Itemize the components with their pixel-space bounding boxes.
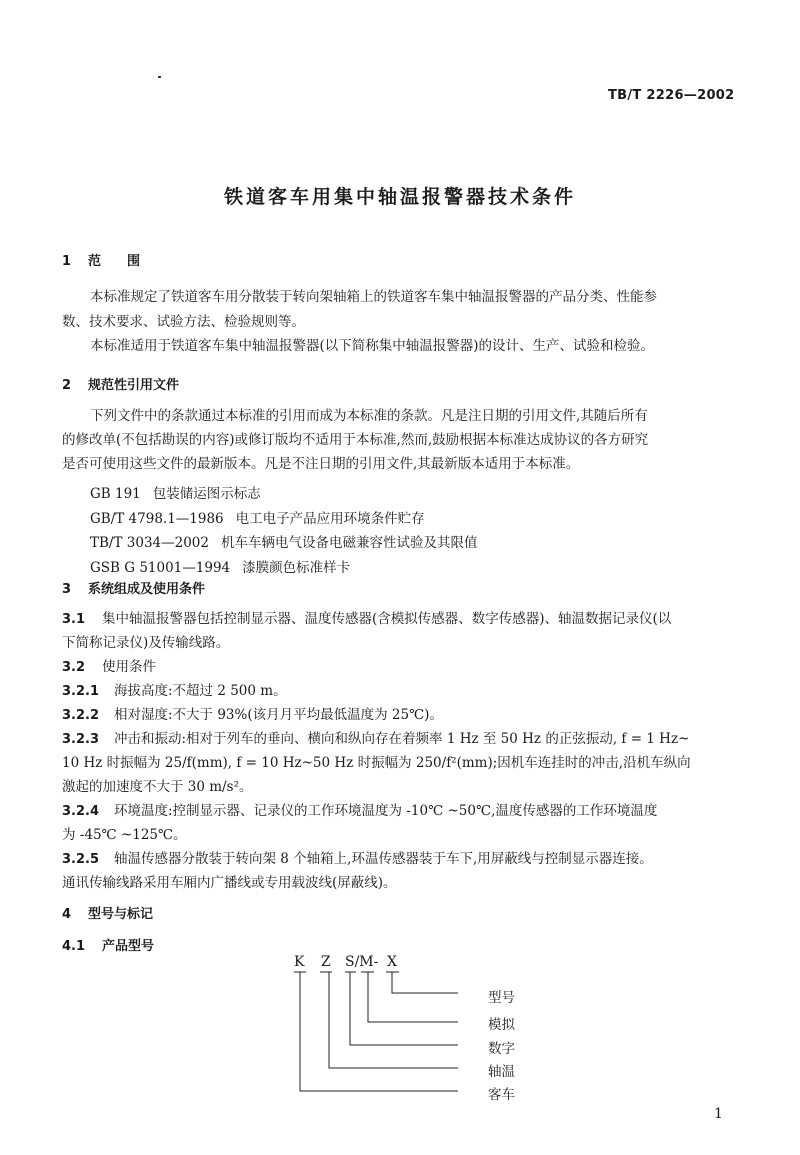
- paragraph: 的修改单(不包括勘误的内容)或修订版均不适用于本标准,然而,鼓励根据本标准达成协议的各方研究: [62, 432, 649, 448]
- diagram-label-model: 型号: [488, 990, 515, 1006]
- diagram-label-digital: 数字: [488, 1041, 515, 1057]
- section-2-heading: 2 规范性引用文件: [62, 378, 180, 393]
- scan-speck: [158, 76, 161, 78]
- clause-3-2: 3.2 使用条件: [62, 659, 156, 675]
- model-code-diagram: [290, 950, 550, 1103]
- diagram-label-analog: 模拟: [488, 1017, 515, 1033]
- document-title: 铁道客车用集中轴温报警器技术条件: [223, 186, 576, 208]
- clause-3-2-1: 3.2.1 海拔高度:不超过 2 500 m。: [62, 683, 287, 699]
- clause-3-1: 3.1 集中轴温报警器包括控制显示器、温度传感器(含模拟传感器、数字传感器)、轴温数据记录仪(以: [62, 611, 672, 627]
- clause-3-2-3: 3.2.3 冲击和振动:相对于列车的垂向、横向和纵向存在着频率 1 Hz 至 50 Hz 的正弦振动, f = 1 Hz~: [62, 731, 690, 747]
- diagram-label-passenger-car: 客车: [488, 1087, 515, 1103]
- clause-line: 10 Hz 时振幅为 25/f(mm), f = 10 Hz~50 Hz 时振幅为 250/f²(mm);因机车连挂时的冲击,沿机车纵向: [62, 755, 691, 771]
- paragraph: 下列文件中的条款通过本标准的引用而成为本标准的条款。凡是注日期的引用文件,其随后所有: [90, 408, 648, 424]
- reference-item: GB 191 包装储运图示标志: [90, 486, 261, 502]
- page-number: 1: [714, 1106, 723, 1122]
- clause-line: 通讯传输线路采用车厢内广播线或专用载波线(屏蔽线)。: [62, 875, 397, 891]
- model-letter-k: K: [294, 954, 305, 970]
- section-3-heading: 3 系统组成及使用条件: [62, 582, 206, 597]
- paragraph: 是否可使用这些文件的最新版本。凡是不注日期的引用文件,其最新版本适用于本标准。: [62, 456, 580, 472]
- reference-item: TB/T 3034—2002 机车车辆电气设备电磁兼容性试验及其限值: [90, 535, 478, 551]
- section-1-heading: 1 范 围: [62, 254, 141, 269]
- section-4-heading: 4 型号与标记: [62, 907, 154, 922]
- clause-3-2-4: 3.2.4 环境温度:控制显示器、记录仪的工作环境温度为 -10℃ ~50℃,温度传感器的工作环境温度: [62, 803, 658, 819]
- clause-4-1: 4.1 产品型号: [62, 939, 155, 954]
- clause-3-2-2: 3.2.2 相对湿度:不大于 93%(该月月平均最低温度为 25℃)。: [62, 707, 443, 723]
- clause-line: 为 -45℃ ~125℃。: [62, 827, 187, 843]
- reference-item: GSB G 51001—1994 漆膜颜色标准样卡: [90, 560, 351, 576]
- paragraph: 本标准规定了铁道客车用分散装于转向架轴箱上的铁道客车集中轴温报警器的产品分类、性能参: [90, 289, 657, 305]
- model-letter-x: X: [387, 954, 397, 970]
- reference-item: GB/T 4798.1—1986 电工电子产品应用环境条件贮存: [90, 511, 425, 527]
- model-letter-z: Z: [321, 954, 331, 970]
- clause-3-2-5: 3.2.5 轴温传感器分散装于转向架 8 个轴箱上,环温传感器装于车下,用屏蔽线与控制显示器连接。: [62, 851, 653, 867]
- paragraph: 本标准适用于铁道客车集中轴温报警器(以下简称集中轴温报警器)的设计、生产、试验和检验。: [90, 338, 655, 354]
- paragraph: 数、技术要求、试验方法、检验规则等。: [62, 314, 305, 330]
- standard-code: TB/T 2226—2002: [608, 88, 735, 103]
- model-letter-sm: S/M-: [345, 954, 379, 970]
- clause-line: 激起的加速度不大于 30 m/s²。: [62, 779, 253, 795]
- clause-line: 下简称记录仪)及传输线路。: [62, 635, 230, 651]
- diagram-label-axle-temp: 轴温: [488, 1064, 515, 1080]
